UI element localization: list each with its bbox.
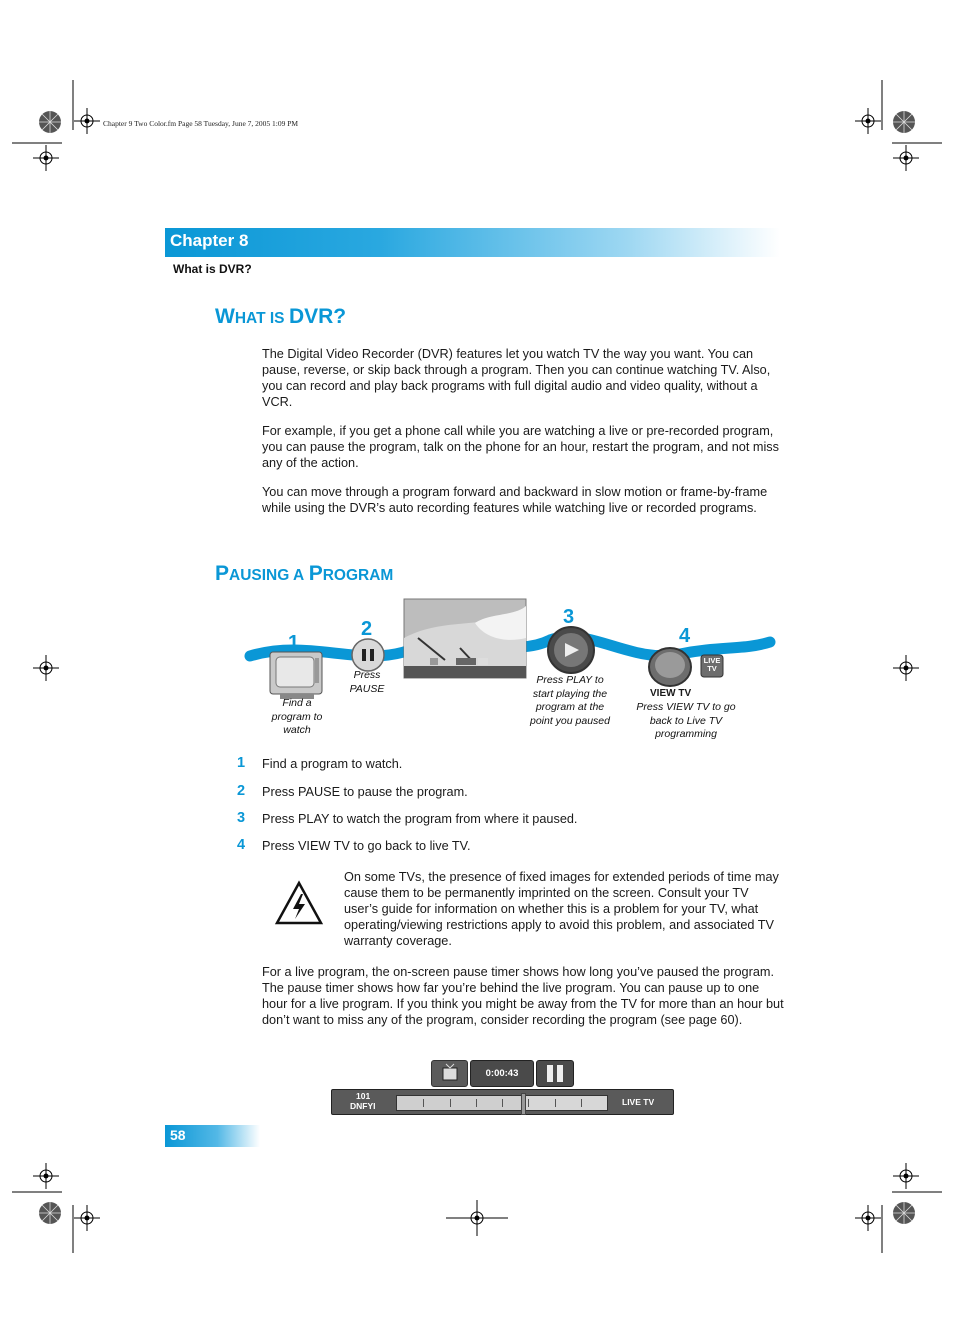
heading-smallcaps: AUSING A	[229, 567, 305, 584]
step-number: 2	[237, 783, 246, 799]
step-text: Press PAUSE to pause the program.	[262, 785, 468, 799]
timer-display	[470, 1060, 534, 1087]
starburst-mark-icon	[892, 110, 916, 134]
heading-dvr: DVR?	[288, 305, 347, 328]
intro-paragraph: For example, if you get a phone call while you are watching a live or pre-recorded program, you can pause the program, talk on the phone for an hour, restart the program, and not miss any of the action.	[262, 424, 779, 470]
heading-cap: W	[215, 305, 235, 328]
registration-mark-icon	[855, 1205, 881, 1231]
live-tv-button-label: LIVE TV	[703, 656, 721, 673]
progress-tick	[423, 1099, 424, 1107]
step-text: Find a program to watch.	[262, 757, 403, 771]
timer-tv-icon-button	[431, 1060, 468, 1087]
progress-tick	[476, 1099, 477, 1107]
intro-paragraph: The Digital Video Recorder (DVR) features let you watch TV the way you want. You can pause, reverse, or skip back through a program. Then you can continue watching TV. Also, you can record and play back programs with full digital audio and video quality, without a VCR.	[262, 347, 771, 409]
channel-name: DNFYI	[350, 1101, 376, 1111]
registration-mark-icon	[464, 1205, 490, 1231]
pause-steps-diagram	[250, 598, 770, 703]
heading-cap: P	[308, 562, 323, 585]
section-subtitle: What is DVR?	[173, 262, 252, 276]
diagram-step-number: 3	[563, 606, 575, 628]
registration-mark-icon	[855, 108, 881, 134]
registration-mark-icon	[33, 1163, 59, 1189]
tv-icon	[432, 1061, 467, 1086]
intro-paragraph: You can move through a program forward and backward in slow motion or frame-by-frame while using the DVR’s auto recording features while watching live or recorded programs.	[262, 485, 768, 515]
live-tv-label: LIVE TV	[622, 1097, 655, 1107]
heading-smallcaps: HAT IS	[234, 310, 285, 327]
progress-tick	[450, 1099, 451, 1107]
print-header: Chapter 9 Two Color.fm Page 58 Tuesday, June 7, 2005 1:09 PM	[103, 119, 299, 128]
diagram-caption-step2: Press PAUSE	[349, 669, 385, 695]
starburst-mark-icon	[38, 110, 62, 134]
timer-pause-indicator	[536, 1060, 574, 1087]
progress-tick	[528, 1099, 529, 1107]
registration-mark-icon	[893, 145, 919, 171]
chapter-bar	[165, 228, 780, 257]
page-number: 58	[170, 1127, 186, 1143]
diagram-step-number: 1	[288, 632, 300, 654]
diagram-step-number: 4	[679, 625, 691, 647]
pause-button-icon	[352, 639, 384, 671]
timer-progress-bar	[331, 1089, 674, 1115]
heading-what-is-dvr	[215, 305, 346, 329]
starburst-mark-icon	[892, 1201, 916, 1225]
chapter-label: Chapter 8	[170, 231, 249, 250]
registration-mark-icon	[33, 145, 59, 171]
heading-pausing-a-program	[215, 562, 393, 586]
progress-tick	[581, 1099, 582, 1107]
diagram-caption-step3: Press PLAY to start playing the program at the point you paused	[530, 674, 610, 727]
progress-track	[396, 1095, 608, 1111]
starburst-mark-icon	[38, 1201, 62, 1225]
diagram-caption-step4: Press VIEW TV to go back to Live TV programming	[636, 701, 736, 740]
registration-mark-icon	[74, 108, 100, 134]
pause-icon	[537, 1061, 573, 1086]
progress-tick	[502, 1099, 503, 1107]
paused-video-screenshot	[404, 599, 526, 678]
heading-smallcaps: ROGRAM	[322, 567, 394, 584]
tv-set-icon	[270, 652, 322, 699]
diagram-caption-step4-title: VIEW TV	[650, 688, 692, 699]
high-voltage-warning-icon	[274, 880, 324, 926]
progress-fill	[397, 1096, 523, 1110]
heading-cap: P	[215, 562, 230, 585]
channel-number: 101	[356, 1091, 371, 1101]
step-text: Press VIEW TV to go back to live TV.	[262, 839, 471, 853]
diagram-step-number: 2	[361, 618, 373, 640]
progress-tick	[555, 1099, 556, 1107]
registration-mark-icon	[33, 655, 59, 681]
step-text: Press PLAY to watch the program from where it paused.	[262, 812, 578, 826]
step-number: 1	[237, 755, 246, 771]
step-number: 4	[237, 837, 246, 853]
play-button-icon	[548, 627, 594, 673]
progress-thumb	[521, 1093, 526, 1115]
registration-mark-icon	[74, 1205, 100, 1231]
warning-text: On some TVs, the presence of fixed images for extended periods of time may cause them to be permanently imprinted on the screen. Consult your TV user’s guide for information on whether this is a problem for your TV, what operating/viewing restrictions apply to avoid this problem, and associated TV warranty coverage.	[344, 870, 779, 948]
pause-timer-paragraph: For a live program, the on-screen pause timer shows how long you’ve paused the program. The pause timer shows how far you’re behind the live program. You can pause up to one hour for a live program. If you think you might be away from the TV for more than an hour but don’t want to miss any of the program, consider recording the program (see page 60).	[262, 965, 784, 1027]
step-number: 3	[237, 810, 246, 826]
pause-timer-value: 0:00:43	[485, 1068, 519, 1079]
diagram-caption-step1: Find a program to watch	[271, 697, 323, 736]
registration-mark-icon	[893, 1163, 919, 1189]
registration-mark-icon	[893, 655, 919, 681]
